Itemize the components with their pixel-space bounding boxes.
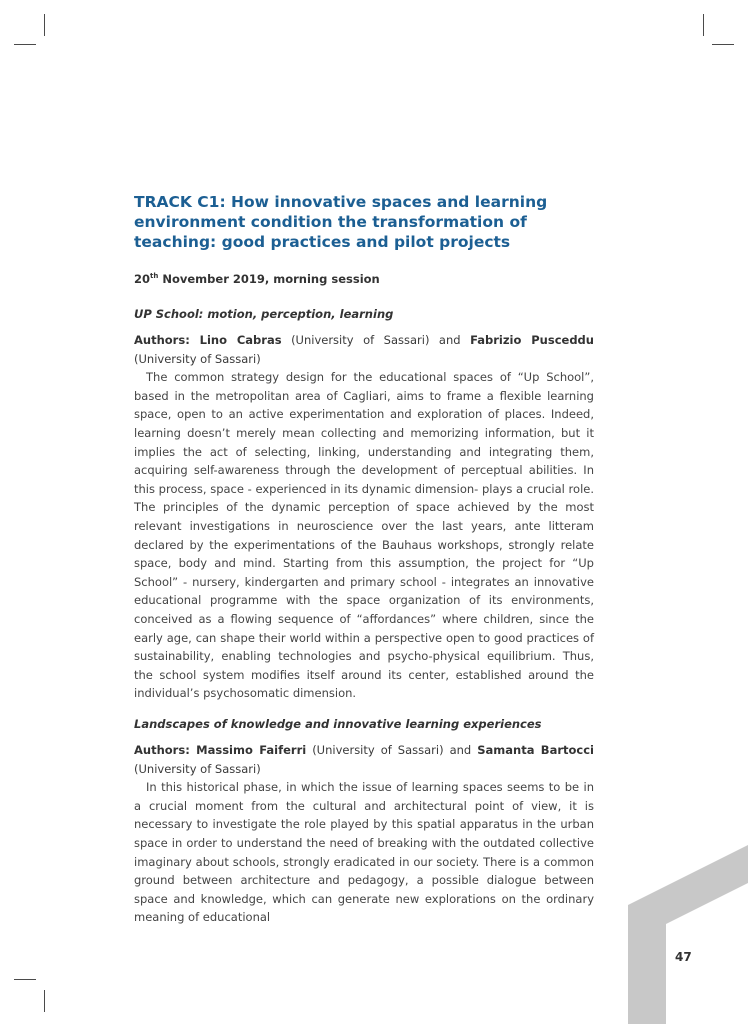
session-date: 20th November 2019, morning session: [134, 272, 380, 286]
section-title: UP School: motion, perception, learning: [134, 307, 394, 321]
section-title: Landscapes of knowledge and innovative learning experiences: [134, 717, 542, 731]
section-landscapes: [134, 715, 594, 927]
track-title: TRACK C1: How innovative spaces and learning environment condition the transformation of teaching: good practices and pilot projects: [134, 193, 548, 251]
abstract-text: In this historical phase, in which the issue of learning spaces seems to be in a crucial moment from the cultural and architectural point of view, it is necessary to investigate the role played by this spatial apparatus in the urban space in order to understand the need of breaking with the outdated collective imaginary about schools, strongly eradicated in our society. There is a common ground between architecture and pedagogy, a possible dialogue between space and knowledge, which can generate new explorations on the ordinary meaning of educational: [134, 780, 594, 925]
page-number: 47: [675, 950, 692, 964]
authors-line: Authors: Lino Cabras (University of Sassari) and Fabrizio Pusceddu (University of Sassari): [134, 333, 594, 366]
section-up-school: [134, 305, 594, 703]
authors-line: Authors: Massimo Faiferri (University of Sassari) and Samanta Bartocci (University of Sassari): [134, 743, 594, 776]
abstract-text: The common strategy design for the educational spaces of “Up School”, based in the metropolitan area of Cagliari, aims to frame a flexible learning space, open to an active experimentation and exploration of places. Indeed, learning doesn’t merely mean collecting and memorizing information, but it implies the act of selecting, linking, understanding and integrating them, acquiring self-awareness through the development of perceptual abilities. In this process, space - experienced in its dynamic dimension- plays a crucial role. The principles of the dynamic perception of space achieved by the most relevant investigations in neuroscience over the last years, ante litteram declared by the experimentations of the Bauhaus workshops, strongly relate space, body and mind. Starting from this assumption, the project for “Up School” - nursery, kindergarten and primary school - integrates an innovative educational programme with the space organization of its environments, conceived as a flowing sequence of “affordances” where children, since the early age, can shape their world within a perspective open to good practices of sustainability, enabling technologies and psycho-physical equilibrium. Thus, the school system modifies itself around its center, established around the individual’s psychosomatic dimension.: [134, 370, 594, 701]
